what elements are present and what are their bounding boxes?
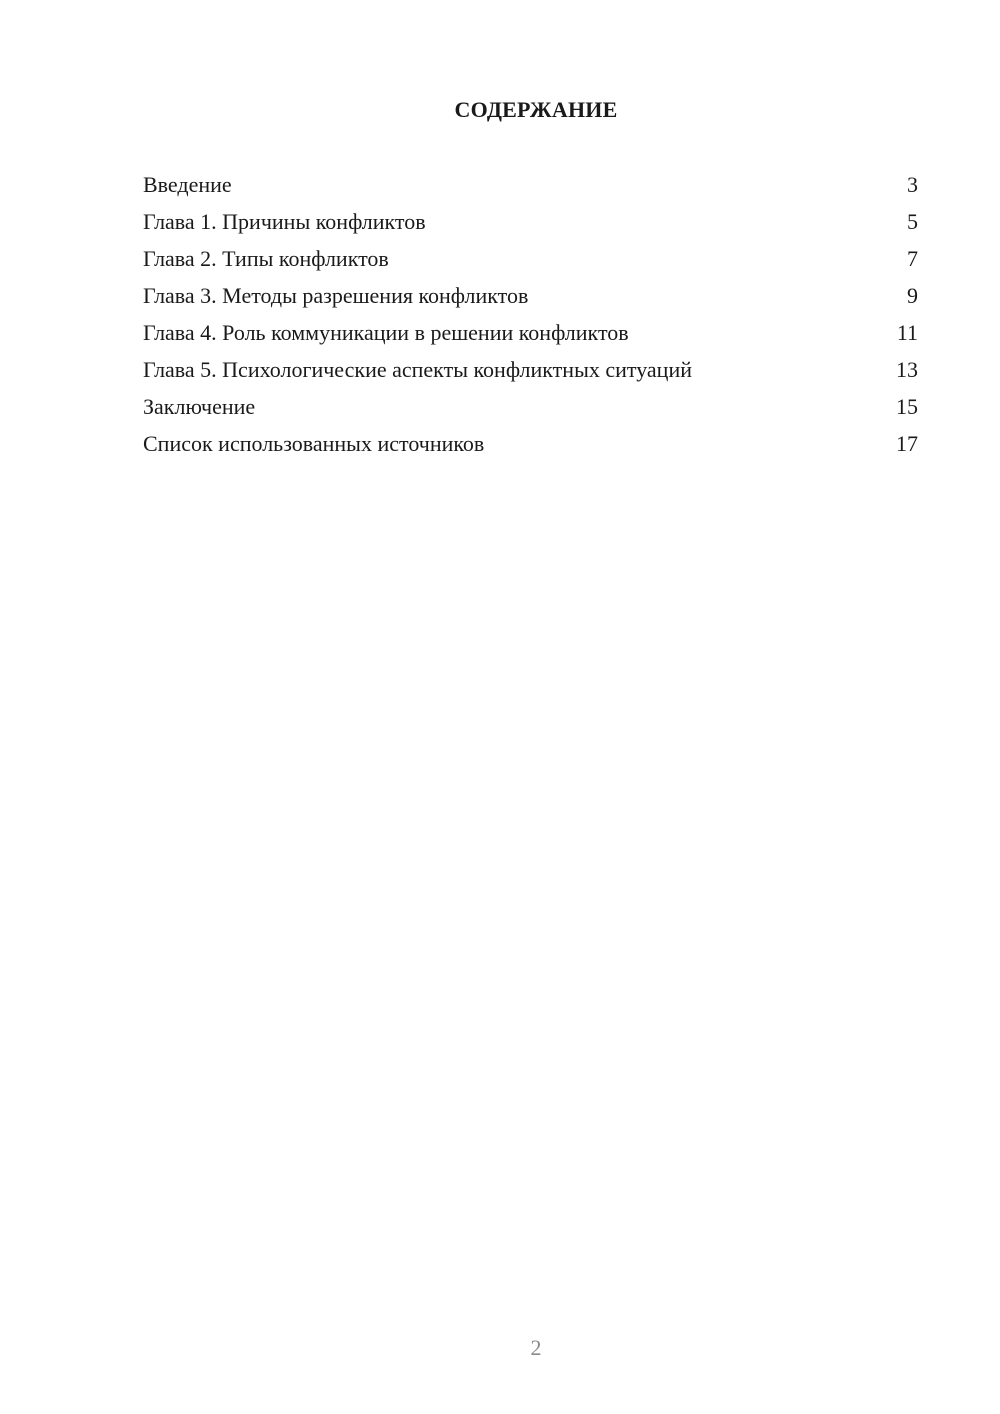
toc-entry-conclusion — [143, 392, 918, 429]
page-number: 2 — [530, 1335, 542, 1360]
toc-entry-page: 11 — [896, 320, 918, 345]
toc-entry-label: Глава 2. Типы конфликтов — [143, 246, 389, 271]
table-of-contents — [143, 170, 918, 466]
toc-title: СОДЕРЖАНИЕ — [454, 97, 618, 122]
toc-entry-label: Список использованных источников — [143, 431, 485, 456]
toc-entry-label: Глава 3. Методы разрешения конфликтов — [143, 283, 529, 308]
toc-entry-page: 13 — [896, 357, 918, 382]
toc-entry-page: 5 — [907, 209, 918, 234]
toc-entry-page: 9 — [907, 283, 918, 308]
toc-entry-page: 15 — [896, 394, 918, 419]
toc-entry-page: 17 — [896, 431, 918, 456]
toc-entry-label: Глава 4. Роль коммуникации в решении конфликтов — [143, 320, 629, 345]
toc-entry-label: Заключение — [143, 394, 256, 419]
toc-entry-label: Введение — [143, 172, 232, 197]
toc-entry-chapter-2 — [143, 244, 918, 281]
toc-entry-label: Глава 5. Психологические аспекты конфликтных ситуаций — [143, 357, 693, 382]
toc-entry-chapter-5 — [143, 355, 918, 392]
toc-entry-references — [143, 429, 918, 466]
toc-entry-label: Глава 1. Причины конфликтов — [143, 209, 426, 234]
toc-entry-page: 7 — [907, 246, 918, 271]
toc-entry-chapter-3 — [143, 281, 918, 318]
toc-entry-introduction — [143, 170, 918, 207]
toc-entry-chapter-1 — [143, 207, 918, 244]
toc-entry-page: 3 — [907, 172, 918, 197]
toc-entry-chapter-4 — [143, 318, 918, 355]
